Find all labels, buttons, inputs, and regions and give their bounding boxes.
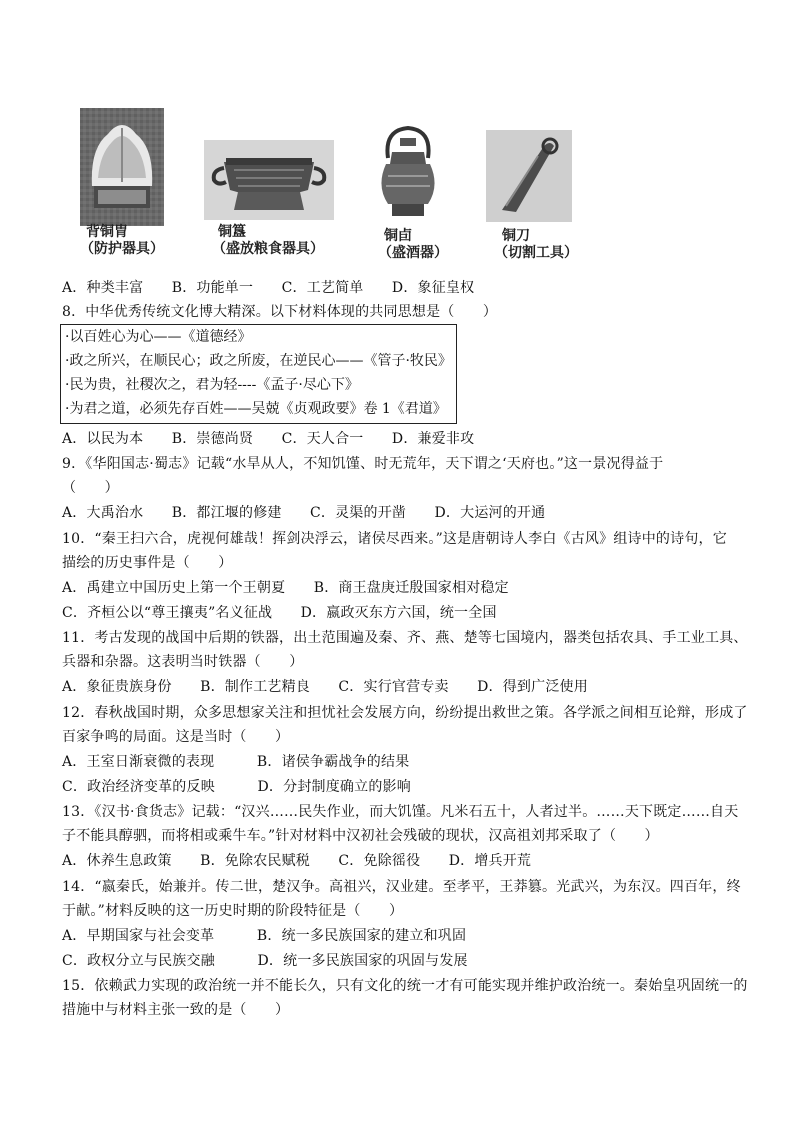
- q12-stem-line1: 12．春秋战国时期，众多思想家关注和担忧社会发展方向，纷纷提出救世之策。各学派之间相互论辩，形成了: [62, 705, 748, 721]
- bronze-you-wine-vessel-icon: [372, 124, 444, 224]
- q12-stem-line2: 百家争鸣的局面。这是当时（ ）: [62, 729, 290, 745]
- q10-options-cd: C．齐桓公以“尊王攘夷”名义征战 D．嬴政灭东方六国，统一全国: [62, 605, 497, 621]
- q14-options-ab: A．早期国家与社会变革 B．统一多民族国家的建立和巩固: [62, 928, 467, 944]
- q8-quote: ·民为贵，社稷次之，君为轻----《孟子·尽心下》: [65, 377, 359, 393]
- q8-stem: 8．中华优秀传统文化博大精深。以下材料体现的共同思想是（ ）: [62, 304, 498, 320]
- q10-stem-line1: 10．“秦王扫六合，虎视何雄哉！挥剑决浮云，诸侯尽西来。”这是唐朝诗人李白《古风》组诗中的诗句，它: [62, 531, 727, 547]
- bronze-helmet-icon: [80, 108, 164, 226]
- q11-stem-line2: 兵器和杂器。这表明当时铁器（ ）: [62, 654, 304, 670]
- q9-stem-line2: （ ）: [62, 480, 119, 496]
- figure-caption-line2: （盛酒器）: [378, 245, 448, 261]
- q14-stem-line2: 于献。”材料反映的这一历史时期的阶段特征是（ ）: [62, 903, 404, 919]
- q7-options: A．种类丰富 B．功能单一 C．工艺简单 D．象征皇权: [62, 280, 475, 296]
- q13-stem-line1: 13．《汉书·食货志》记载：“汉兴……民失作业，而大饥馑。凡米石五十，人者过半。……天下既定……自天: [62, 804, 739, 820]
- q13-stem-line2: 子不能具醇驷，而将相或乘牛车。”针对材料中汉初社会残破的现状，汉高祖刘邦采取了（ ）: [62, 828, 659, 844]
- figure-caption-line2: （防护器具）: [80, 241, 164, 257]
- q12-options-ab: A．王室日渐衰微的表现 B．诸侯争霸战争的结果: [62, 754, 410, 770]
- figure-caption-line2: （切割工具）: [494, 245, 578, 261]
- q15-stem-line1: 15．依赖武力实现的政治统一并不能长久，只有文化的统一才有可能实现并维护政治统一。秦始皇巩固统一的: [62, 978, 748, 994]
- q13-options: A．休养生息政策 B．免除农民赋税 C．免除徭役 D．增兵开荒: [62, 853, 532, 869]
- artifact-figures: [70, 104, 750, 274]
- q9-options: A．大禹治水 B．都江堰的修建 C．灵渠的开凿 D．大运河的开通: [62, 505, 546, 521]
- q8-quote: ·为君之道，必须先存百姓——吴兢《贞观政要》卷 1《君道》: [65, 401, 447, 417]
- q11-stem-line1: 11．考古发现的战国中后期的铁器，出土范围遍及秦、齐、燕、楚等七国境内，器类包括农具、手工业工具、: [62, 630, 748, 646]
- q14-options-cd: C．政权分立与民族交融 D．统一多民族国家的巩固与发展: [62, 953, 468, 969]
- figure-caption-line1: 铜刀: [502, 228, 530, 244]
- q15-stem-line2: 措施中与材料主张一致的是（ ）: [62, 1002, 290, 1018]
- q8-quote-box: [60, 324, 457, 424]
- figure-caption-line1: 铜簋: [218, 224, 246, 240]
- q9-stem-line1: 9．《华阳国志·蜀志》记载“水旱从人，不知饥馑、时无荒年，天下谓之‘天府也。”这一景况得益于: [62, 456, 664, 472]
- q11-options: A．象征贵族身份 B．制作工艺精良 C．实行官营专卖 D．得到广泛使用: [62, 679, 588, 695]
- bronze-knife-icon: [486, 130, 572, 222]
- q12-options-cd: C．政治经济变革的反映 D．分封制度确立的影响: [62, 779, 411, 795]
- figure-caption-line1: 铜卣: [384, 228, 412, 244]
- bronze-gui-vessel-icon: [204, 140, 334, 220]
- q10-options-ab: A．禹建立中国历史上第一个王朝夏 B．商王盘庚迁殷国家相对稳定: [62, 580, 509, 596]
- q14-stem-line1: 14．“嬴秦氏，始兼并。传二世，楚汉争。高祖兴，汉业建。至孝平，王莽篡。光武兴，为东汉。四百年，终: [62, 879, 741, 895]
- figure-caption-line1: 背铜胄: [86, 224, 128, 240]
- figure-caption-line2: （盛放粮食器具）: [212, 241, 324, 257]
- q10-stem-line2: 描绘的历史事件是（ ）: [62, 555, 233, 571]
- q8-quote: ·政之所兴，在顺民心；政之所废，在逆民心——《管子·牧民》: [65, 353, 452, 369]
- q8-quote: ·以百姓心为心——《道德经》: [65, 329, 252, 345]
- q8-options: A．以民为本 B．崇德尚贤 C．天人合一 D．兼爱非攻: [62, 431, 475, 447]
